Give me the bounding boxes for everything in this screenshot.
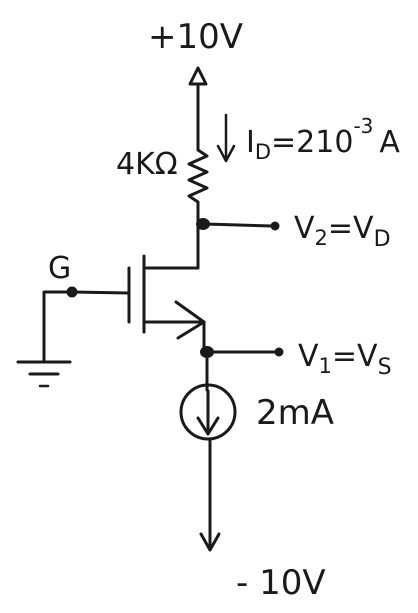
resistor-label: 4KΩ xyxy=(116,147,178,182)
current-exponent: -3 xyxy=(353,114,374,138)
current-unit: A xyxy=(379,125,400,160)
svg-text:ID=210-3A xyxy=(246,114,400,164)
top-supply-arrow xyxy=(190,68,206,150)
gate-ground-wire xyxy=(44,292,72,360)
drain-resistor xyxy=(189,150,207,222)
ground-symbol xyxy=(18,362,70,386)
mosfet-transistor xyxy=(129,256,204,350)
drain-node-label xyxy=(294,211,391,252)
drain-output-terminal xyxy=(272,223,279,230)
current-base: 10 xyxy=(315,125,354,160)
current-source-label: 2mA xyxy=(256,393,335,433)
gate-label: G xyxy=(48,251,72,286)
source-node-label xyxy=(298,339,392,380)
gate-wire xyxy=(72,292,129,293)
current-symbol: I xyxy=(246,125,255,160)
bottom-supply-arrow xyxy=(201,440,219,550)
source-arrow xyxy=(176,302,204,338)
current-equals: =2 xyxy=(271,125,316,160)
current-source xyxy=(181,385,235,439)
current-subscript: D xyxy=(254,140,272,164)
drain-current-label xyxy=(246,114,400,164)
drain-current-arrow xyxy=(218,115,234,161)
top-supply-label: +10V xyxy=(148,17,244,57)
svg-text:V1=VS: $V_1=V_S$ xyxy=(298,339,392,380)
drain-output-wire xyxy=(205,224,272,226)
source-output-terminal xyxy=(276,349,283,356)
bottom-supply-label: - 10V xyxy=(236,563,326,603)
svg-text:V2=VD: $V_2=V_D$ xyxy=(294,211,391,252)
